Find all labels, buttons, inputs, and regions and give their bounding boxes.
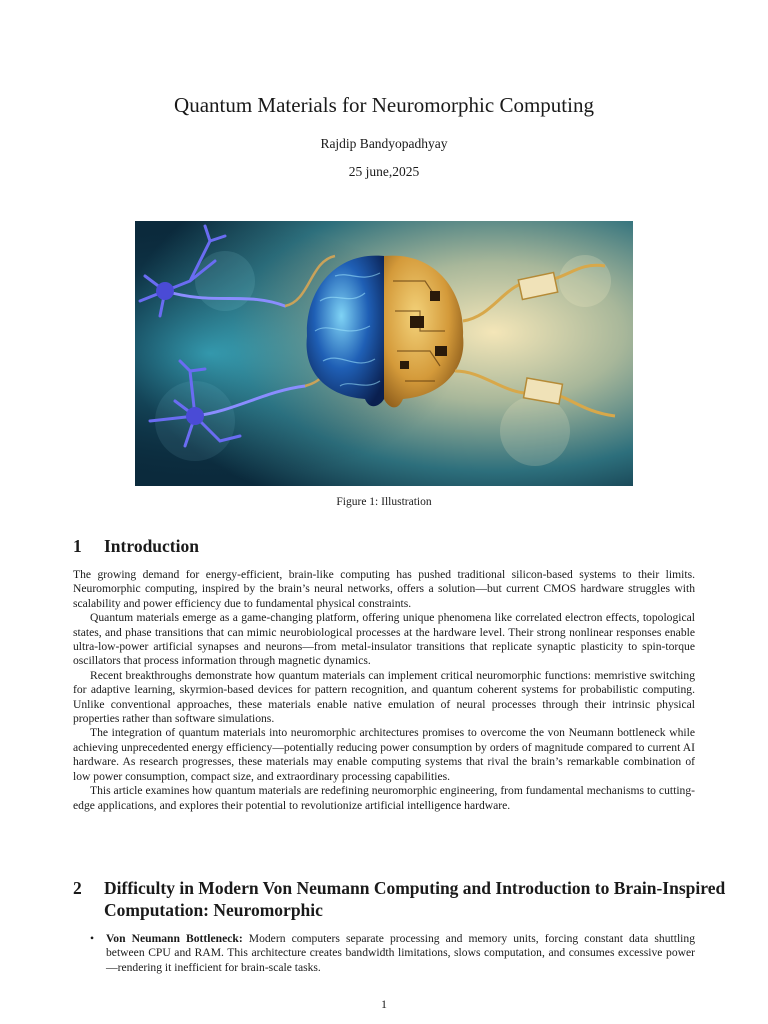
- bullet-term: Von Neumann Bottleneck:: [106, 932, 243, 945]
- introduction-body: [73, 568, 695, 813]
- publication-date: 25 june,2025: [348, 164, 420, 179]
- brain-circuit-illustration: [135, 221, 633, 486]
- author-name: Rajdip Bandyopadhyay: [320, 136, 448, 151]
- bullet-text: Modern computers separate processing and memory units, forcing constant data shuttling between CPU and RAM. This architecture creates bandwidth limitations, slows computation, and consumes excessive power—rendering it inefficient for brain-scale tasks.: [106, 932, 695, 974]
- section-number: 2: [73, 878, 82, 898]
- bullet-marker: •: [90, 932, 95, 945]
- paper-title: Quantum Materials for Neuromorphic Computing: [174, 93, 594, 117]
- figure-caption: Figure 1: Illustration: [336, 496, 432, 508]
- paragraph: Quantum materials emerge as a game-changing platform, offering unique phenomena like correlated electron effects, topological states, and phase transitions that can mimic neurobiological processes at the hardware level. Their strong nonlinear responses enable ultra-low-power artificial synapses and neurons—from metal-insulator transitions that replicate synaptic plasticity to spin-torque oscillators that process information through magnetic dynamics.: [73, 611, 695, 668]
- paragraph: The growing demand for energy-efficient, brain-like computing has pushed traditional silicon-based systems to their limits. Neuromorphic computing, inspired by the brain’s neural networks, offers a solution—but current CMOS hardware struggles with scalability and power efficiency due to fundamental physical constraints.: [73, 568, 695, 610]
- section-title: Difficulty in Modern Von Neumann Computing and Introduction to Brain-Inspired Computation: Neuromorphic: [104, 878, 726, 920]
- page-number: 1: [381, 997, 387, 1011]
- section-number: 1: [73, 536, 82, 556]
- paragraph: The integration of quantum materials into neuromorphic architectures promises to overcome the von Neumann bottleneck while achieving unprecedented energy efficiency—potentially reducing power consumption by orders of magnitude compared to current AI hardware. As research progresses, these materials may enable computing systems that rival the brain’s remarkable combination of low power consumption, compact size, and extraordinary processing capabilities.: [73, 726, 695, 783]
- paragraph: This article examines how quantum materials are redefining neuromorphic engineering, from fundamental mechanisms to cutting-edge applications, and explores their potential to revolutionize artificial intelligence hardware.: [73, 784, 695, 812]
- bullet-item: [90, 932, 695, 975]
- paragraph: Recent breakthroughs demonstrate how quantum materials can implement critical neuromorphic functions: memristive switching for adaptive learning, skyrmion-based devices for pattern recognition, and quantum coherent systems for probabilistic computing. Unlike conventional approaches, these materials enable native emulation of neural processes through their intrinsic physical properties rather than software simulations.: [73, 668, 695, 726]
- figure-illustration: [135, 221, 633, 486]
- section-title: Introduction: [104, 536, 199, 556]
